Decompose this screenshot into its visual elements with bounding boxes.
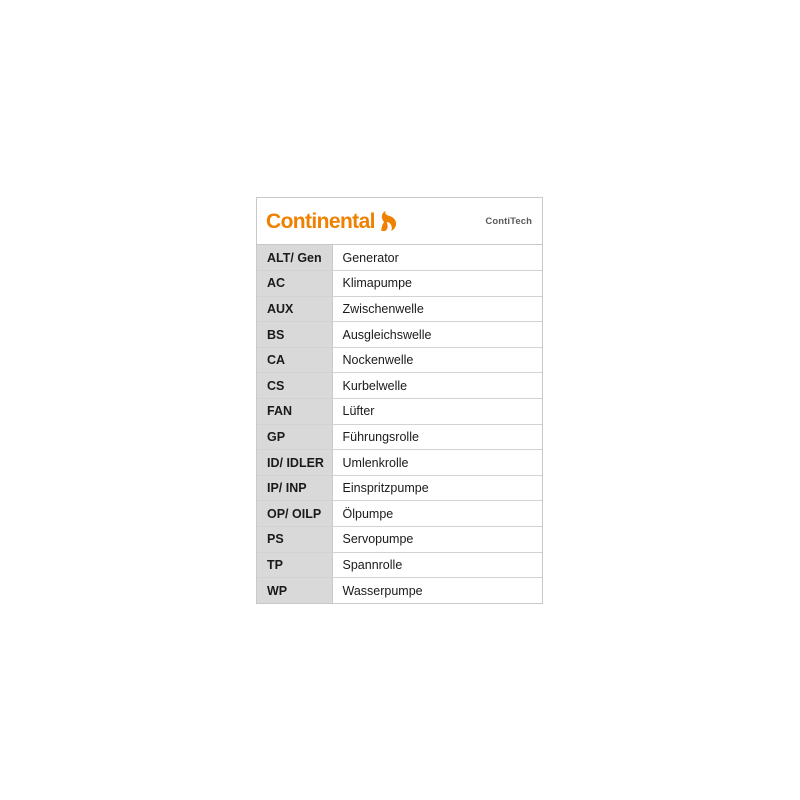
legend-term: Wasserpumpe [332,578,542,604]
legend-term: Spannrolle [332,552,542,578]
legend-abbr: AUX [257,296,332,322]
table-row [257,578,542,604]
horse-logo-icon [378,210,397,232]
legend-abbr: CS [257,373,332,399]
legend-term: Servopumpe [332,527,542,553]
legend-term: Nockenwelle [332,347,542,373]
legend-term: Zwischenwelle [332,296,542,322]
brand-lockup [266,210,397,232]
table-row [257,552,542,578]
legend-term: Generator [332,245,542,271]
table-row [257,347,542,373]
legend-abbr: CA [257,347,332,373]
legend-term: Ausgleichswelle [332,322,542,348]
contitech-sub-brand: ContiTech [485,215,532,227]
legend-abbr: BS [257,322,332,348]
table-row [257,424,542,450]
continental-wordmark: Continental [266,209,375,233]
table-row [257,501,542,527]
legend-body [257,245,542,603]
legend-term: Kurbelwelle [332,373,542,399]
legend-abbr: IP/ INP [257,475,332,501]
legend-term: Ölpumpe [332,501,542,527]
legend-term: Lüfter [332,399,542,425]
table-row [257,399,542,425]
brand-header [257,198,542,245]
legend-abbr: GP [257,424,332,450]
table-row [257,450,542,476]
legend-term: Einspritzpumpe [332,475,542,501]
legend-abbr: OP/ OILP [257,501,332,527]
legend-abbr: ALT/ Gen [257,245,332,271]
table-row [257,245,542,271]
legend-abbr: PS [257,527,332,553]
table-row [257,296,542,322]
legend-abbr: TP [257,552,332,578]
table-row [257,527,542,553]
legend-card [256,197,543,604]
legend-term: Klimapumpe [332,271,542,297]
table-row [257,322,542,348]
legend-term: Umlenkrolle [332,450,542,476]
legend-abbr: AC [257,271,332,297]
legend-abbr: ID/ IDLER [257,450,332,476]
legend-abbr: FAN [257,399,332,425]
abbreviation-legend-table [257,245,542,603]
legend-term: Führungsrolle [332,424,542,450]
legend-abbr: WP [257,578,332,604]
table-row [257,271,542,297]
table-row [257,475,542,501]
table-row [257,373,542,399]
